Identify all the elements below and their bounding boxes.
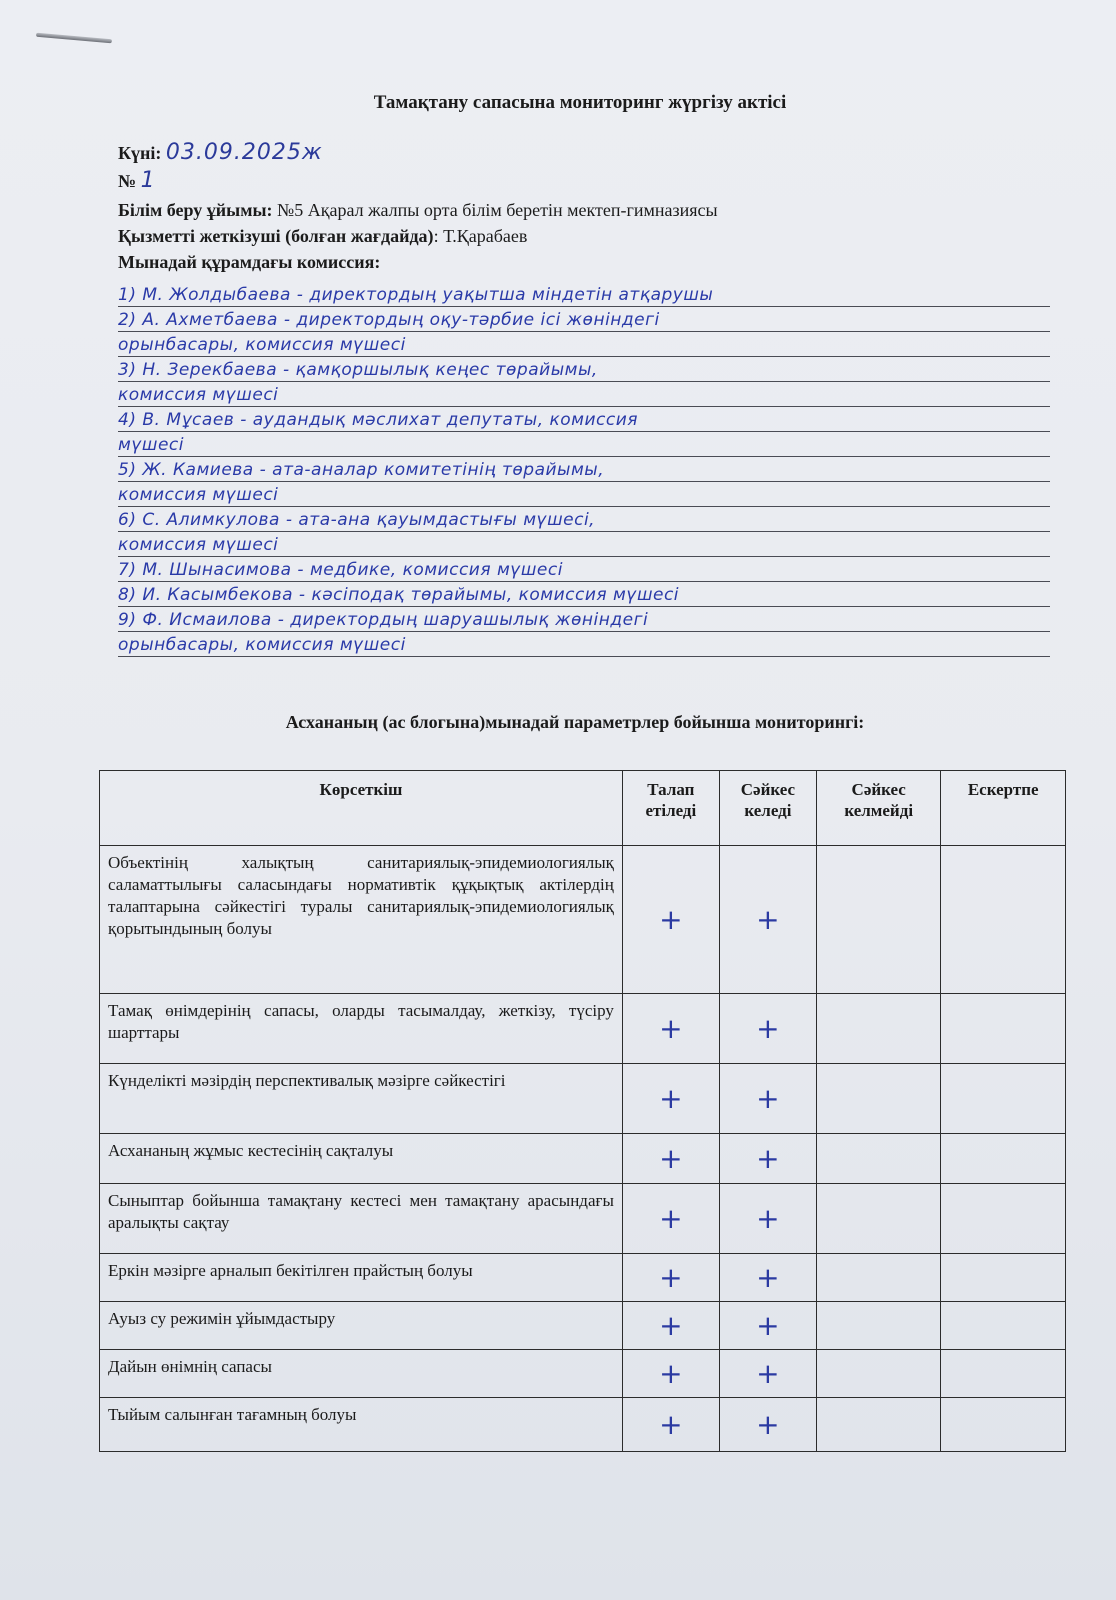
- commission-label: Мынадай құрамдағы комиссия:: [118, 252, 381, 272]
- commission-line: мүшесі: [118, 432, 1050, 457]
- header-indicator: Көрсеткіш: [100, 771, 623, 846]
- date-label: Күні:: [118, 143, 162, 163]
- required-mark: +: [622, 1398, 719, 1452]
- complies-mark: +: [719, 994, 816, 1064]
- required-mark: +: [622, 1350, 719, 1398]
- header-required: Талап етіледі: [622, 771, 719, 846]
- table-row: [100, 846, 1066, 994]
- required-mark: +: [622, 994, 719, 1064]
- complies-mark: +: [719, 1134, 816, 1184]
- commission-line: комиссия мүшесі: [118, 532, 1050, 557]
- table-header-row: [100, 771, 1066, 846]
- note-cell: [941, 1350, 1066, 1398]
- commission-line: 1) М. Жолдыбаева - директордың уақытша міндетін атқарушы: [118, 282, 1050, 307]
- note-cell: [941, 1254, 1066, 1302]
- not-complies-cell: [816, 1064, 940, 1134]
- number-value: 1: [140, 168, 156, 193]
- header-note: Ескертпе: [941, 771, 1066, 846]
- table-row: [100, 1302, 1066, 1350]
- commission-line: 3) Н. Зерекбаева - қамқоршылық кеңес төрайымы,: [118, 357, 1050, 382]
- table-row: [100, 1134, 1066, 1184]
- number-label: №: [118, 171, 137, 191]
- commission-line: 7) М. Шынасимова - медбике, комиссия мүшесі: [118, 557, 1050, 582]
- not-complies-cell: [816, 1398, 940, 1452]
- complies-mark: +: [719, 1398, 816, 1452]
- required-mark: +: [622, 846, 719, 994]
- indicator-cell: Тыйым салынған тағамның болуы: [100, 1398, 623, 1452]
- note-cell: [941, 1134, 1066, 1184]
- note-cell: [941, 994, 1066, 1064]
- note-cell: [941, 846, 1066, 994]
- date-value: 03.09.2025ж: [165, 140, 323, 165]
- not-complies-cell: [816, 1254, 940, 1302]
- indicator-cell: Ауыз су режимін ұйымдастыру: [100, 1302, 623, 1350]
- provider-label: Қызметті жеткізуші (болған жағдайда): [118, 226, 434, 246]
- organization-line: [118, 200, 718, 221]
- table-title: Асхананың (ас блогына)мынадай параметрлер бойынша мониторингі:: [285, 712, 865, 732]
- not-complies-cell: [816, 1350, 940, 1398]
- commission-line: 2) А. Ахметбаева - директордың оқу-тәрбие ісі жөніндегі: [118, 307, 1050, 332]
- required-mark: +: [622, 1254, 719, 1302]
- header-complies: Сәйкес келеді: [719, 771, 816, 846]
- commission-line: 4) В. Мұсаев - аудандық мәслихат депутаты, комиссия: [118, 407, 1050, 432]
- complies-mark: +: [719, 1302, 816, 1350]
- indicator-cell: Еркін мәзірге арналып бекітілген прайстың болуы: [100, 1254, 623, 1302]
- note-cell: [941, 1302, 1066, 1350]
- complies-mark: +: [719, 1064, 816, 1134]
- monitoring-table: [99, 770, 1066, 1452]
- commission-line: 8) И. Касымбекова - кәсіподақ төрайымы, комиссия мүшесі: [118, 582, 1050, 607]
- table-row: [100, 1184, 1066, 1254]
- note-cell: [941, 1064, 1066, 1134]
- note-cell: [941, 1184, 1066, 1254]
- commission-heading: [118, 252, 380, 273]
- commission-line: орынбасары, комиссия мүшесі: [118, 632, 1050, 657]
- indicator-cell: Тамақ өнімдерінің сапасы, оларды тасымалдау, жеткізу, түсіру шарттары: [100, 994, 623, 1064]
- staple: [36, 33, 112, 44]
- indicator-cell: Күнделікті мәзірдің перспективалық мәзірге сәйкестігі: [100, 1064, 623, 1134]
- organization-label: Білім беру ұйымы:: [118, 200, 273, 220]
- complies-mark: +: [719, 1350, 816, 1398]
- provider-line: [118, 226, 527, 247]
- header-not-complies: Сәйкес келмейді: [816, 771, 940, 846]
- not-complies-cell: [816, 846, 940, 994]
- complies-mark: +: [719, 846, 816, 994]
- commission-line: комиссия мүшесі: [118, 482, 1050, 507]
- indicator-cell: Асхананың жұмыс кестесінің сақталуы: [100, 1134, 623, 1184]
- not-complies-cell: [816, 1134, 940, 1184]
- note-cell: [941, 1398, 1066, 1452]
- organization-value: №5 Ақарал жалпы орта білім беретін мектеп-гимназиясы: [277, 200, 718, 220]
- complies-mark: +: [719, 1254, 816, 1302]
- table-row: [100, 1254, 1066, 1302]
- commission-line: орынбасары, комиссия мүшесі: [118, 332, 1050, 357]
- commission-list: [118, 282, 1050, 657]
- table-row: [100, 1064, 1066, 1134]
- indicator-cell: Сыныптар бойынша тамақтану кестесі мен тамақтану арасындағы аралықты сақтау: [100, 1184, 623, 1254]
- commission-line: 6) С. Алимкулова - ата-ана қауымдастығы мүшесі,: [118, 507, 1050, 532]
- not-complies-cell: [816, 994, 940, 1064]
- commission-line: 5) Ж. Камиева - ата-аналар комитетінің төрайымы,: [118, 457, 1050, 482]
- provider-value: : Т.Қарабаев: [433, 226, 528, 246]
- required-mark: +: [622, 1302, 719, 1350]
- table-row: [100, 1398, 1066, 1452]
- required-mark: +: [622, 1184, 719, 1254]
- table-row: [100, 994, 1066, 1064]
- required-mark: +: [622, 1134, 719, 1184]
- commission-line: 9) Ф. Исмаилова - директордың шаруашылық жөніндегі: [118, 607, 1050, 632]
- indicator-cell: Дайын өнімнің сапасы: [100, 1350, 623, 1398]
- complies-mark: +: [719, 1184, 816, 1254]
- commission-line: комиссия мүшесі: [118, 382, 1050, 407]
- document-title: Тамақтану сапасына мониторинг жүргізу актісі: [373, 92, 787, 113]
- table-row: [100, 1350, 1066, 1398]
- indicator-cell: Объектінің халықтың санитариялық-эпидемиологиялық саламаттылығы саласындағы нормативтік құқықтық актілердің талаптарына сәйкестігі туралы санитариялық-эпидемиологиялық қорытындының болуы: [100, 846, 623, 994]
- required-mark: +: [622, 1064, 719, 1134]
- not-complies-cell: [816, 1184, 940, 1254]
- number-line: [118, 168, 156, 193]
- not-complies-cell: [816, 1302, 940, 1350]
- date-line: [118, 140, 323, 165]
